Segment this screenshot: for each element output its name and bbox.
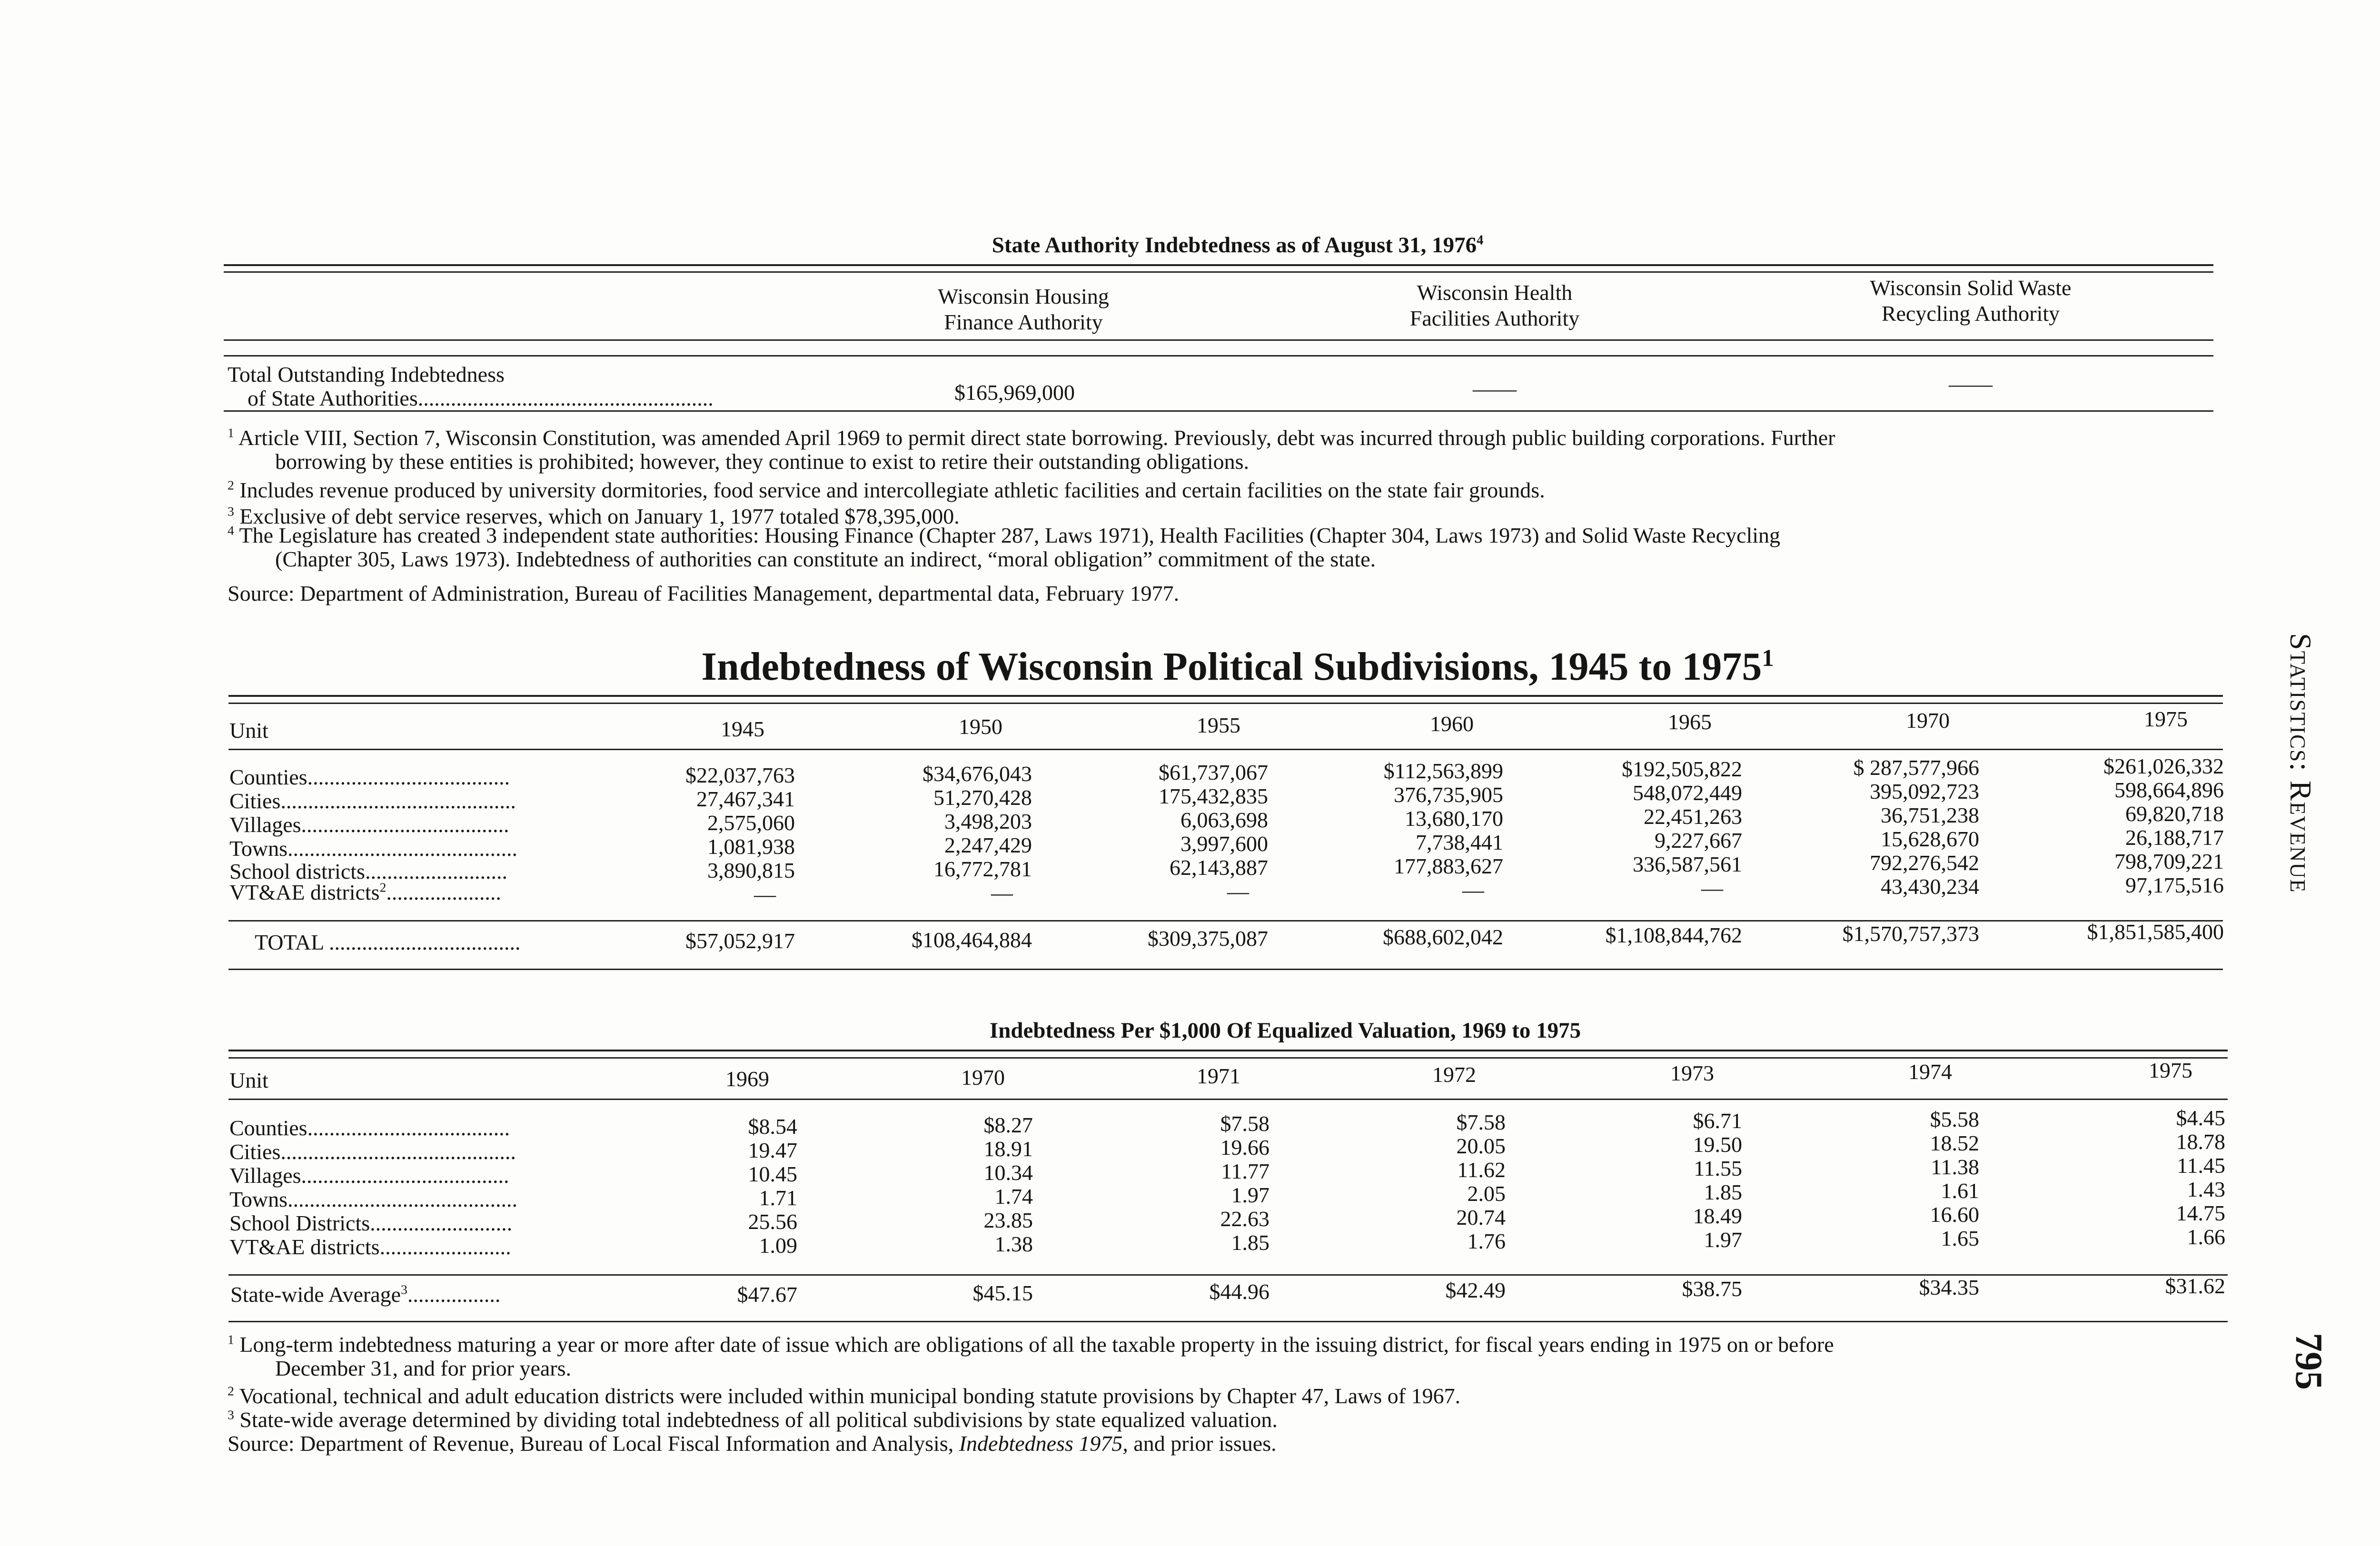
- year-header: 1970: [1906, 708, 1950, 733]
- average-1969: $47.67: [737, 1282, 797, 1307]
- row-label-school-districts: School districts..........................: [229, 859, 507, 883]
- year-header: 1970: [961, 1065, 1005, 1090]
- rule: [224, 339, 2213, 341]
- year-header: 1971: [1197, 1064, 1240, 1088]
- col-1945: $22,037,763 27,467,341 2,575,060 1,081,938 3,890,815 —: [685, 763, 795, 906]
- solid-waste-value: ——: [1949, 372, 1993, 396]
- row-label-vtae: VT&AE districts$^2$.....................: [229, 880, 501, 904]
- year-header: 1960: [1430, 712, 1474, 736]
- footnote-2: $^2$ Vocational, technical and adult education districts were included within municipal bonding statute provisions by Chapter 47, Laws of 1967.: [228, 1383, 1461, 1408]
- row-label-villages: Villages......................................: [229, 1163, 509, 1188]
- footnote-4: $^4$ The Legislature has created 3 independent state authorities: Housing Finance (Chapter 287, Laws 1971), Health Facilities (Chapter 304, Laws 1973) and Solid Waste Recycling (Chapter 305, Laws 1973). Indebtedness of authorities can constitute an indirect, “moral obligation” commitment of the state.: [228, 523, 1781, 571]
- row-label: of State Authorities......................................................: [248, 386, 714, 410]
- total-1975: $1,851,585,400: [2087, 920, 2224, 944]
- health-value: ——: [1473, 377, 1517, 401]
- average-1975: $31.62: [2165, 1274, 2225, 1298]
- unit-header: Unit: [229, 718, 268, 743]
- column-header-solid-waste: Wisconsin Solid Waste Recycling Authority: [1870, 276, 2072, 326]
- col-1960: $112,563,899 376,735,905 13,680,170 7,738,441 177,883,627 —: [1383, 759, 1503, 902]
- column-header-housing: Wisconsin Housing Finance Authority: [938, 284, 1109, 334]
- footnote-3: $^3$ State-wide average determined by dividing total indebtedness of all political subdivisions by state equalized valuation.: [228, 1407, 1278, 1432]
- page-number: 795: [2288, 1333, 2330, 1390]
- rule: [228, 749, 2223, 750]
- year-header: 1973: [1670, 1061, 1714, 1085]
- col-1950: $34,676,043 51,270,428 3,498,203 2,247,429 16,772,781 —: [922, 762, 1032, 905]
- total-label: TOTAL ...................................: [255, 930, 521, 954]
- year-header: 1972: [1432, 1062, 1476, 1087]
- col-1955: $61,737,067 175,432,835 6,063,698 3,997,600 62,143,887 —: [1159, 760, 1268, 903]
- rule: [228, 1050, 2228, 1051]
- rule: [228, 1099, 2228, 1100]
- row-label-vtae: VT&AE districts........................: [229, 1235, 511, 1259]
- subdivisions-title: Indebtedness of Wisconsin Political Subdivisions, 1945 to 1975$^1$: [701, 644, 1774, 689]
- row-label-cities: Cities...........................................: [229, 1140, 516, 1164]
- state-authority-title: State Authority Indebtedness as of August 31, 1976$^4$: [992, 233, 1484, 258]
- source-note: Source: Department of Administration, Bureau of Facilities Management, departmental data, February 1977.: [228, 581, 1180, 605]
- col-1972: $7.58 20.05 11.62 2.05 20.74 1.76: [1456, 1110, 1506, 1253]
- total-1945: $57,052,917: [685, 929, 795, 953]
- row-label-counties: Counties.....................................: [229, 765, 510, 789]
- col-1970: $8.27 18.91 10.34 1.74 23.85 1.38: [983, 1113, 1033, 1256]
- total-1965: $1,108,844,762: [1605, 923, 1742, 947]
- footnote-2: $^2$ Includes revenue produced by university dormitories, food service and intercollegiate athletic facilities and certain facilities on the state fair grounds.: [228, 477, 1545, 502]
- per-thousand-title: Indebtedness Per $1,000 Of Equalized Valuation, 1969 to 1975: [989, 1018, 1581, 1043]
- col-1970: $ 287,577,966 395,092,723 36,751,238 15,628,670 792,276,542 43,430,234: [1853, 755, 1979, 899]
- col-1965: $192,505,822 548,072,449 22,451,263 9,227,667 336,587,561 —: [1622, 757, 1742, 900]
- row-label-villages: Villages......................................: [229, 813, 509, 837]
- statewide-average-label: State-wide Average$^3$.................: [230, 1282, 501, 1307]
- year-header: 1955: [1197, 713, 1240, 737]
- average-1972: $42.49: [1445, 1278, 1506, 1302]
- rule: [224, 410, 2213, 412]
- rule: [228, 1321, 2228, 1322]
- row-label-school-districts: School Districts..........................: [229, 1211, 513, 1235]
- year-header: 1975: [2149, 1058, 2192, 1082]
- source-note: Source: Department of Revenue, Bureau of Local Fiscal Information and Analysis, Indebtedness 1975, and prior issues.: [228, 1431, 1277, 1456]
- year-header: 1975: [2144, 707, 2188, 731]
- running-head: Statistics: Revenue: [2284, 633, 2318, 893]
- col-1969: $8.54 19.47 10.45 1.71 25.56 1.09: [748, 1114, 797, 1258]
- rule: [228, 1057, 2228, 1059]
- average-1973: $38.75: [1682, 1277, 1742, 1301]
- col-1975: $4.45 18.78 11.45 1.43 14.75 1.66: [2176, 1106, 2225, 1249]
- rule: [228, 969, 2223, 970]
- year-header: 1974: [1908, 1060, 1952, 1084]
- year-header: 1950: [959, 714, 1002, 739]
- footnote-1: $^1$ Long-term indebtedness maturing a year or more after date of issue which are obligations of all the taxable property in the issuing district, for fiscal years ending in 1975 on or before December 31, and for prior years.: [228, 1332, 1834, 1380]
- rule: [224, 264, 2213, 266]
- total-1960: $688,602,042: [1383, 925, 1503, 949]
- col-1975: $261,026,332 598,664,896 69,820,718 26,188,717 798,709,221 97,175,516: [2103, 754, 2224, 897]
- column-header-health: Wisconsin Health Facilities Authority: [1409, 280, 1580, 330]
- row-label-towns: Towns..........................................: [229, 1187, 518, 1211]
- rule: [228, 695, 2223, 697]
- total-1955: $309,375,087: [1148, 926, 1268, 951]
- footnote-3: $^3$ Exclusive of debt service reserves, which on January 1, 1977 totaled $78,395,000.: [228, 504, 960, 528]
- year-header: 1945: [721, 717, 764, 741]
- year-header: 1969: [725, 1067, 769, 1091]
- col-1971: $7.58 19.66 11.77 1.97 22.63 1.85: [1220, 1111, 1269, 1255]
- housing-value: $165,969,000: [954, 380, 1075, 405]
- row-label-counties: Counties.....................................: [229, 1116, 510, 1140]
- average-1971: $44.96: [1209, 1279, 1269, 1304]
- rule: [228, 703, 2223, 704]
- col-1974: $5.58 18.52 11.38 1.61 16.60 1.65: [1930, 1107, 1979, 1250]
- rule: [224, 271, 2213, 273]
- footnote-1: $^1$ Article VIII, Section 7, Wisconsin Constitution, was amended April 1969 to permit direct state borrowing. Previously, debt was incurred through public building corporations. Further borrowing by these entities is prohibited; however, they continue to exist to retire their outstanding obligations.: [228, 425, 1835, 474]
- row-label-cities: Cities...........................................: [229, 789, 516, 813]
- row-label-towns: Towns..........................................: [229, 836, 518, 861]
- total-1970: $1,570,757,373: [1842, 922, 1979, 946]
- average-1970: $45.15: [972, 1281, 1033, 1305]
- average-1974: $34.35: [1919, 1275, 1979, 1299]
- rule: [224, 355, 2213, 357]
- col-1973: $6.71 19.50 11.55 1.85 18.49 1.97: [1693, 1109, 1742, 1252]
- unit-header: Unit: [229, 1068, 268, 1092]
- total-1950: $108,464,884: [912, 928, 1032, 952]
- year-header: 1965: [1668, 710, 1712, 734]
- row-label: Total Outstanding Indebtedness: [228, 362, 505, 386]
